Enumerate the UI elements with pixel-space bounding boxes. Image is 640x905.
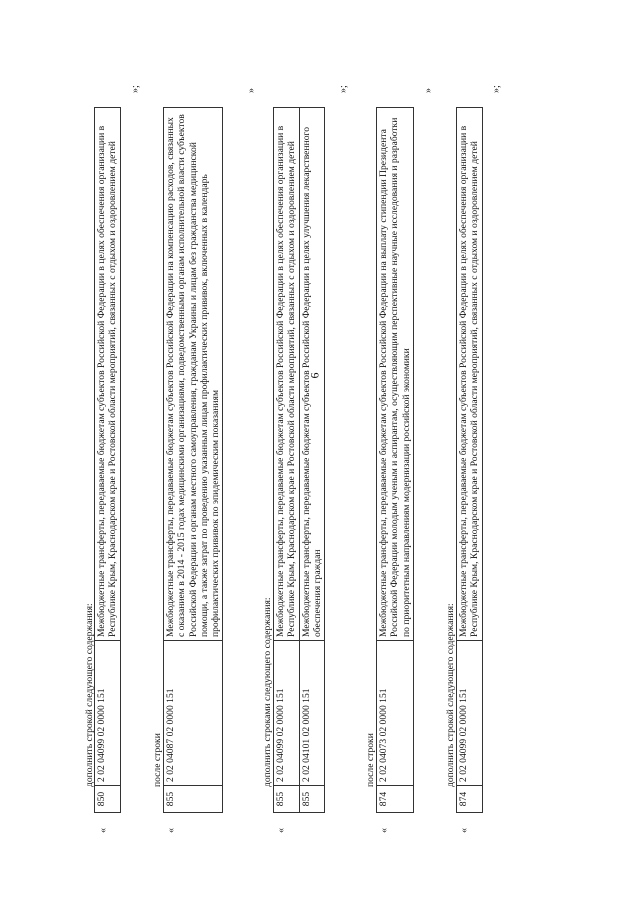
row-number: 874: [457, 786, 483, 813]
open-quote: «: [459, 828, 470, 833]
table-row: [274, 108, 300, 813]
table-row: [95, 108, 121, 813]
row-number: 855: [299, 786, 325, 813]
row-description: Межбюджетные трансферты, передаваемые бюджетам субъектов Российской Федерации в целях обеспечения организации в Республике Крым, Краснодарском крае и Ростовской области мероприятий, связанных с отдыхом и оздоровлением детей: [95, 108, 121, 641]
open-quote: «: [276, 828, 287, 833]
classification-table: [376, 107, 414, 813]
row-number: 855: [274, 786, 300, 813]
table-row: [164, 108, 223, 813]
revenue-code: 2 02 04099 02 0000 151: [274, 641, 300, 786]
block-intro: дополнить строкой следующего содержания:: [84, 603, 95, 787]
revenue-code: 2 02 04099 02 0000 151: [457, 641, 483, 786]
open-quote: «: [379, 828, 390, 833]
revenue-code: 2 02 04073 02 0000 151: [377, 641, 414, 786]
classification-table: [94, 107, 121, 813]
block-intro: после строки: [365, 733, 376, 787]
classification-table: [456, 107, 483, 813]
row-description: Межбюджетные трансферты, передаваемые бюджетам субъектов Российской Федерации на компенсацию расходов, связанных с оказанием в 2014 - 2015 годах медицинскими организациями, подведомственными органам исполнительной власти субъектов Российской Федерации и органам местного самоуправления, гражданам Украины и лицам без гражданства медицинской помощи, а также затрат по проведению указанным лицам профилактических прививок, включенных в календарь профилактических прививок по эпидемическим показаниям: [164, 108, 223, 641]
block-intro: дополнить строками следующего содержания:: [262, 597, 273, 787]
close-quote: »;: [130, 85, 141, 93]
classification-table: [273, 107, 325, 813]
revenue-code: 2 02 04101 02 0000 151: [299, 641, 325, 786]
close-quote: »;: [491, 85, 502, 93]
close-quote: »;: [338, 85, 349, 93]
classification-table: [163, 107, 223, 813]
row-number: 874: [377, 786, 414, 813]
open-quote: «: [166, 828, 177, 833]
row-number: 850: [95, 786, 121, 813]
table-row: [299, 108, 325, 813]
close-quote: »: [246, 88, 257, 93]
table-row: [457, 108, 483, 813]
row-description: Межбюджетные трансферты, передаваемые бюджетам субъектов Российской Федерации в целях улучшения лекарственного обеспечения граждан: [299, 108, 325, 641]
open-quote: «: [98, 828, 109, 833]
row-number: 855: [164, 786, 223, 813]
block-intro: дополнить строкой следующего содержания:: [445, 603, 456, 787]
row-description: Межбюджетные трансферты, передаваемые бюджетам субъектов Российской Федерации в целях обеспечения организации в Республике Крым, Краснодарском крае и Ростовской области мероприятий, связанных с отдыхом и оздоровлением детей: [457, 108, 483, 641]
row-description: Межбюджетные трансферты, передаваемые бюджетам субъектов Российской Федерации на выплату стипендии Президента Российской Федерации молодым ученым и аспирантам, осуществляющим перспективные научные исследования и разработки по приоритетным направлениям модернизации российской экономики: [377, 108, 414, 641]
close-quote: »: [423, 88, 434, 93]
revenue-code: 2 02 04087 02 0000 151: [164, 641, 223, 786]
revenue-code: 2 02 04099 02 0000 151: [95, 641, 121, 786]
table-row: [377, 108, 414, 813]
block-intro: после строки: [152, 733, 163, 787]
page-number: 6: [307, 372, 322, 379]
row-description: Межбюджетные трансферты, передаваемые бюджетам субъектов Российской Федерации в целях обеспечения организации в Республике Крым, Краснодарском крае и Ростовской области мероприятий, связанных с отдыхом и оздоровлением детей: [274, 108, 300, 641]
